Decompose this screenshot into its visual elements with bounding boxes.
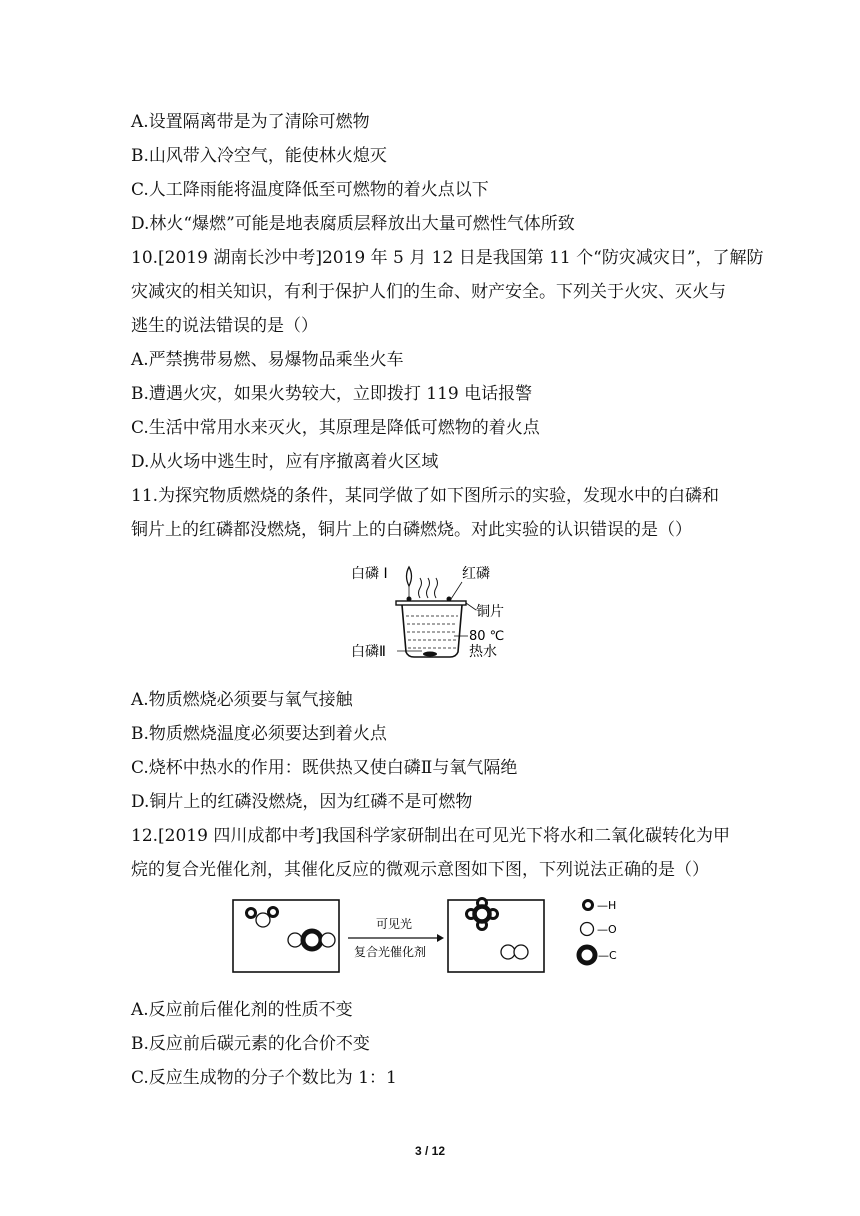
legend-hydrogen: —H <box>597 899 617 912</box>
q9-option-d: D.林火“爆燃”可能是地表腐质层释放出大量可燃性气体所致 <box>131 214 575 234</box>
oxygen-molecule <box>501 945 515 959</box>
q12-option-c: C.反应生成物的分子个数比为 1：1 <box>131 1068 397 1088</box>
heat-vapor-icon <box>419 578 438 598</box>
label-white-phosphorus-2: 白磷Ⅱ <box>351 644 386 660</box>
flame-icon <box>407 567 412 586</box>
legend-carbon: —C <box>598 949 617 962</box>
phosphorus-combustion-figure <box>350 558 510 668</box>
q12-stem-line-2: 烷的复合光催化剂，其催化反应的微观示意图如下图，下列说法正确的是（） <box>131 860 709 880</box>
q11-option-c: C.烧杯中热水的作用：既供热又使白磷Ⅱ与氧气隔绝 <box>131 758 518 778</box>
arrow-label-catalyst: 复合光催化剂 <box>354 945 427 959</box>
q11-option-a: A.物质燃烧必须要与氧气接触 <box>131 690 353 710</box>
beaker <box>402 605 462 657</box>
co2-molecule <box>288 933 302 947</box>
q10-option-b: B.遭遇火灾，如果火势较大，立即拨打 119 电话报警 <box>131 384 533 404</box>
q12-stem-line-1: 12.[2019 四川成都中考]我国科学家研制出在可见光下将水和二氧化碳转化为甲 <box>131 826 730 846</box>
q10-option-d: D.从火场中逃生时，应有序撤离着火区域 <box>131 452 439 472</box>
label-white-phosphorus-1: 白磷 I <box>351 566 388 582</box>
legend-oxygen-icon <box>581 923 594 936</box>
legend-oxygen: —O <box>597 923 617 936</box>
label-temperature: 80 ℃ <box>469 629 505 644</box>
q10-stem-line-2: 灾减灾的相关知识，有利于保护人们的生命、财产安全。下列关于火灾、灭火与 <box>131 282 726 302</box>
label-red-phosphorus: 红磷 <box>462 566 490 582</box>
q9-option-c: C.人工降雨能将温度降低至可燃物的着火点以下 <box>131 180 489 200</box>
q10-option-c: C.生活中常用水来灭火，其原理是降低可燃物的着火点 <box>131 418 540 438</box>
reaction-micro-diagram <box>232 893 642 978</box>
q12-option-b: B.反应前后碳元素的化合价不变 <box>131 1034 370 1054</box>
q9-option-a: A.设置隔离带是为了清除可燃物 <box>131 112 370 132</box>
arrow-label-visible-light: 可见光 <box>376 917 413 931</box>
q9-option-b: B.山风带入冷空气，能使林火熄灭 <box>131 146 387 166</box>
q12-option-a: A.反应前后催化剂的性质不变 <box>131 1000 353 1020</box>
page-number: 3 / 12 <box>414 1144 446 1158</box>
copper-sheet <box>396 601 466 605</box>
q11-stem-line-2: 铜片上的红磷都没燃烧，铜片上的白磷燃烧。对此实验的认识错误的是（） <box>131 520 692 540</box>
q10-option-a: A.严禁携带易燃、易爆物品乘坐火车 <box>131 350 404 370</box>
q11-option-b: B.物质燃烧温度必须要达到着火点 <box>131 724 387 744</box>
q10-stem-line-3: 逃生的说法错误的是（） <box>131 316 318 336</box>
legend-carbon-icon <box>579 947 595 963</box>
label-copper-sheet: 铜片 <box>476 604 504 620</box>
q10-stem-line-1: 10.[2019 湖南长沙中考]2019 年 5 月 12 日是我国第 11 个“防灾减灾日”，了解防 <box>131 248 764 268</box>
water-molecule <box>247 909 256 918</box>
legend-hydrogen-icon <box>584 901 593 910</box>
q11-option-d: D.铜片上的红磷没燃烧，因为红磷不是可燃物 <box>131 792 473 812</box>
label-hot-water: 热水 <box>469 644 497 660</box>
q11-stem-line-1: 11.为探究物质燃烧的条件，某同学做了如下图所示的实验，发现水中的白磷和 <box>131 486 720 506</box>
